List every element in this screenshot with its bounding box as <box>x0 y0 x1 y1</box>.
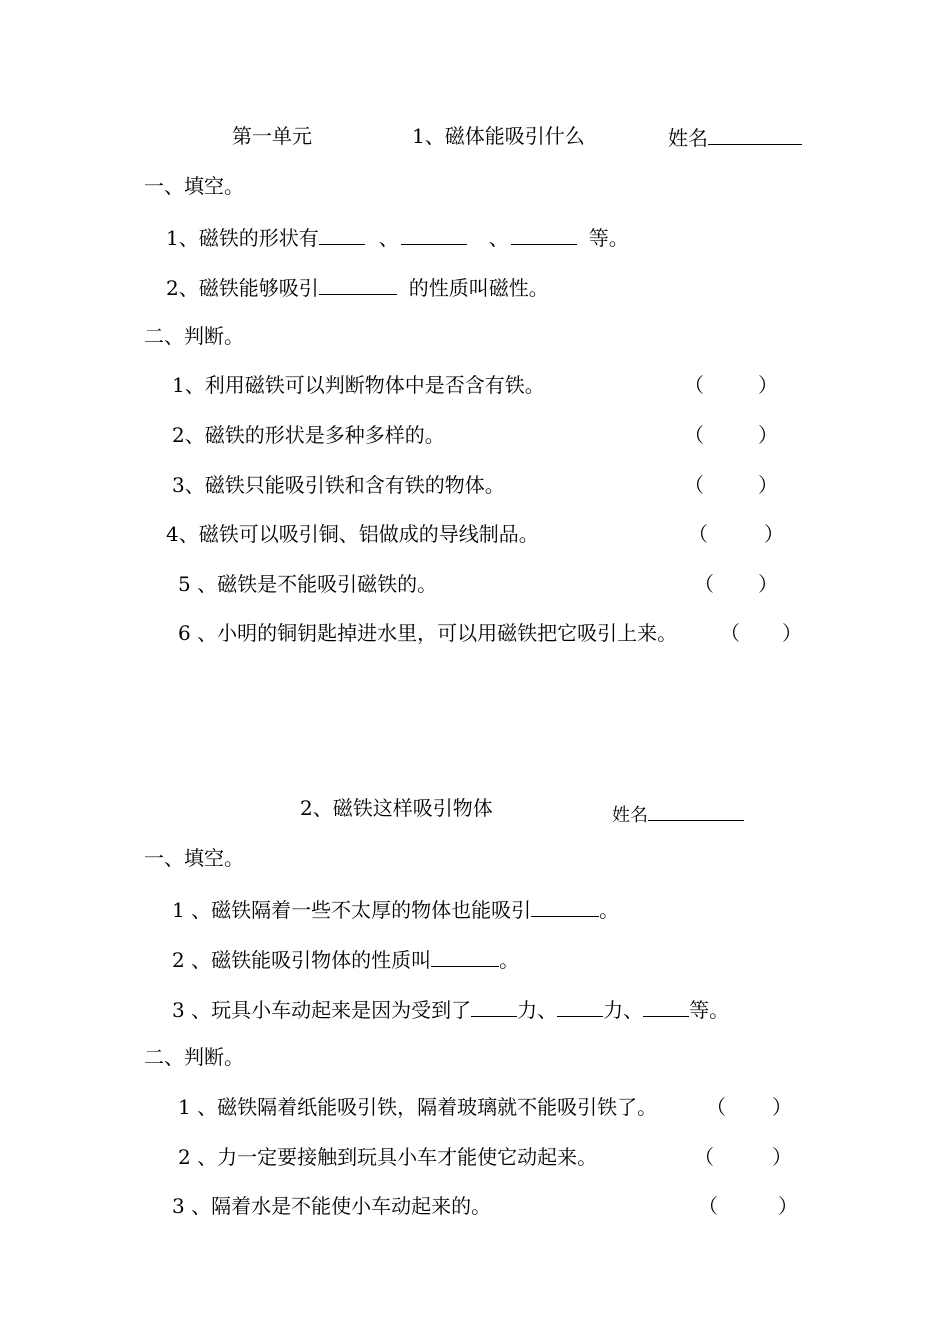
answer-paren-close: ） <box>772 1095 792 1119</box>
lesson-1-judge-item: 4、磁铁可以吸引铜、铝做成的导线制品。 <box>166 522 539 546</box>
lesson-1-judge-item: 1、利用磁铁可以判断物体中是否含有铁。 <box>172 373 545 397</box>
lesson-2-judge-heading: 二、判断。 <box>144 1045 244 1069</box>
answer-paren-open[interactable]: （ <box>684 373 704 397</box>
answer-paren-open[interactable]: （ <box>688 522 708 546</box>
answer-paren-close: ） <box>782 621 802 645</box>
answer-paren-close: ） <box>778 1194 798 1218</box>
answer-paren-close: ） <box>764 522 784 546</box>
lesson-1-fill-item-2: 2、磁铁能够吸引 的性质叫磁性。 <box>166 276 549 300</box>
lesson-2-judge-item: 1 、磁铁隔着纸能吸引铁，隔着玻璃就不能吸引铁了。 <box>178 1095 658 1119</box>
answer-paren-close: ） <box>758 373 778 397</box>
name-label: 姓名 <box>612 805 648 826</box>
answer-blank[interactable] <box>557 996 603 1017</box>
name-label: 姓名 <box>668 126 708 150</box>
unit-label: 第一单元 <box>232 124 312 148</box>
lesson-2-fill-item-3: 3 、玩具小车动起来是因为受到了 力、 力、 等。 <box>172 998 730 1022</box>
answer-paren-open[interactable]: （ <box>720 621 740 645</box>
answer-paren-close: ） <box>758 473 778 497</box>
name-blank[interactable] <box>648 800 744 821</box>
lesson-2-judge-item: 3 、隔着水是不能使小车动起来的。 <box>172 1194 492 1218</box>
lesson-2-title: 2、磁铁这样吸引物体 <box>300 796 493 820</box>
lesson-1-fill-heading: 一、填空。 <box>144 174 244 198</box>
lesson-1-judge-item: 5 、磁铁是不能吸引磁铁的。 <box>178 572 438 596</box>
lesson-1-fill-item-1: 1、磁铁的形状有 、 、 等。 <box>166 226 629 250</box>
answer-blank[interactable] <box>319 224 365 245</box>
lesson-1-title: 1、磁体能吸引什么 <box>412 124 585 148</box>
answer-blank[interactable] <box>531 896 599 917</box>
answer-blank[interactable] <box>431 946 499 967</box>
lesson-2-fill-heading: 一、填空。 <box>144 846 244 870</box>
lesson-2-fill-item-1: 1 、磁铁隔着一些不太厚的物体也能吸引 。 <box>172 898 620 922</box>
lesson-2-judge-item: 2 、力一定要接触到玩具小车才能使它动起来。 <box>178 1145 598 1169</box>
lesson-2-fill-item-2: 2 、磁铁能吸引物体的性质叫 。 <box>172 948 520 972</box>
answer-blank[interactable] <box>471 996 517 1017</box>
lesson-1-name-field <box>668 124 802 150</box>
answer-blank[interactable] <box>319 274 397 295</box>
lesson-1-judge-heading: 二、判断。 <box>144 324 244 348</box>
answer-paren-close: ） <box>772 1145 792 1169</box>
answer-paren-open[interactable]: （ <box>684 423 704 447</box>
answer-paren-close: ） <box>758 423 778 447</box>
answer-paren-open[interactable]: （ <box>698 1194 718 1218</box>
lesson-1-judge-item: 6 、小明的铜钥匙掉进水里，可以用磁铁把它吸引上来。 <box>178 621 678 645</box>
answer-blank[interactable] <box>511 224 577 245</box>
answer-blank[interactable] <box>401 224 467 245</box>
lesson-1-judge-item: 3、磁铁只能吸引铁和含有铁的物体。 <box>172 473 505 497</box>
answer-paren-open[interactable]: （ <box>694 572 714 596</box>
answer-paren-open[interactable]: （ <box>694 1145 714 1169</box>
name-blank[interactable] <box>708 124 802 145</box>
lesson-1-judge-item: 2、磁铁的形状是多种多样的。 <box>172 423 445 447</box>
answer-blank[interactable] <box>643 996 689 1017</box>
answer-paren-close: ） <box>758 572 778 596</box>
answer-paren-open[interactable]: （ <box>684 473 704 497</box>
lesson-2-name-field <box>612 800 744 828</box>
answer-paren-open[interactable]: （ <box>706 1095 726 1119</box>
